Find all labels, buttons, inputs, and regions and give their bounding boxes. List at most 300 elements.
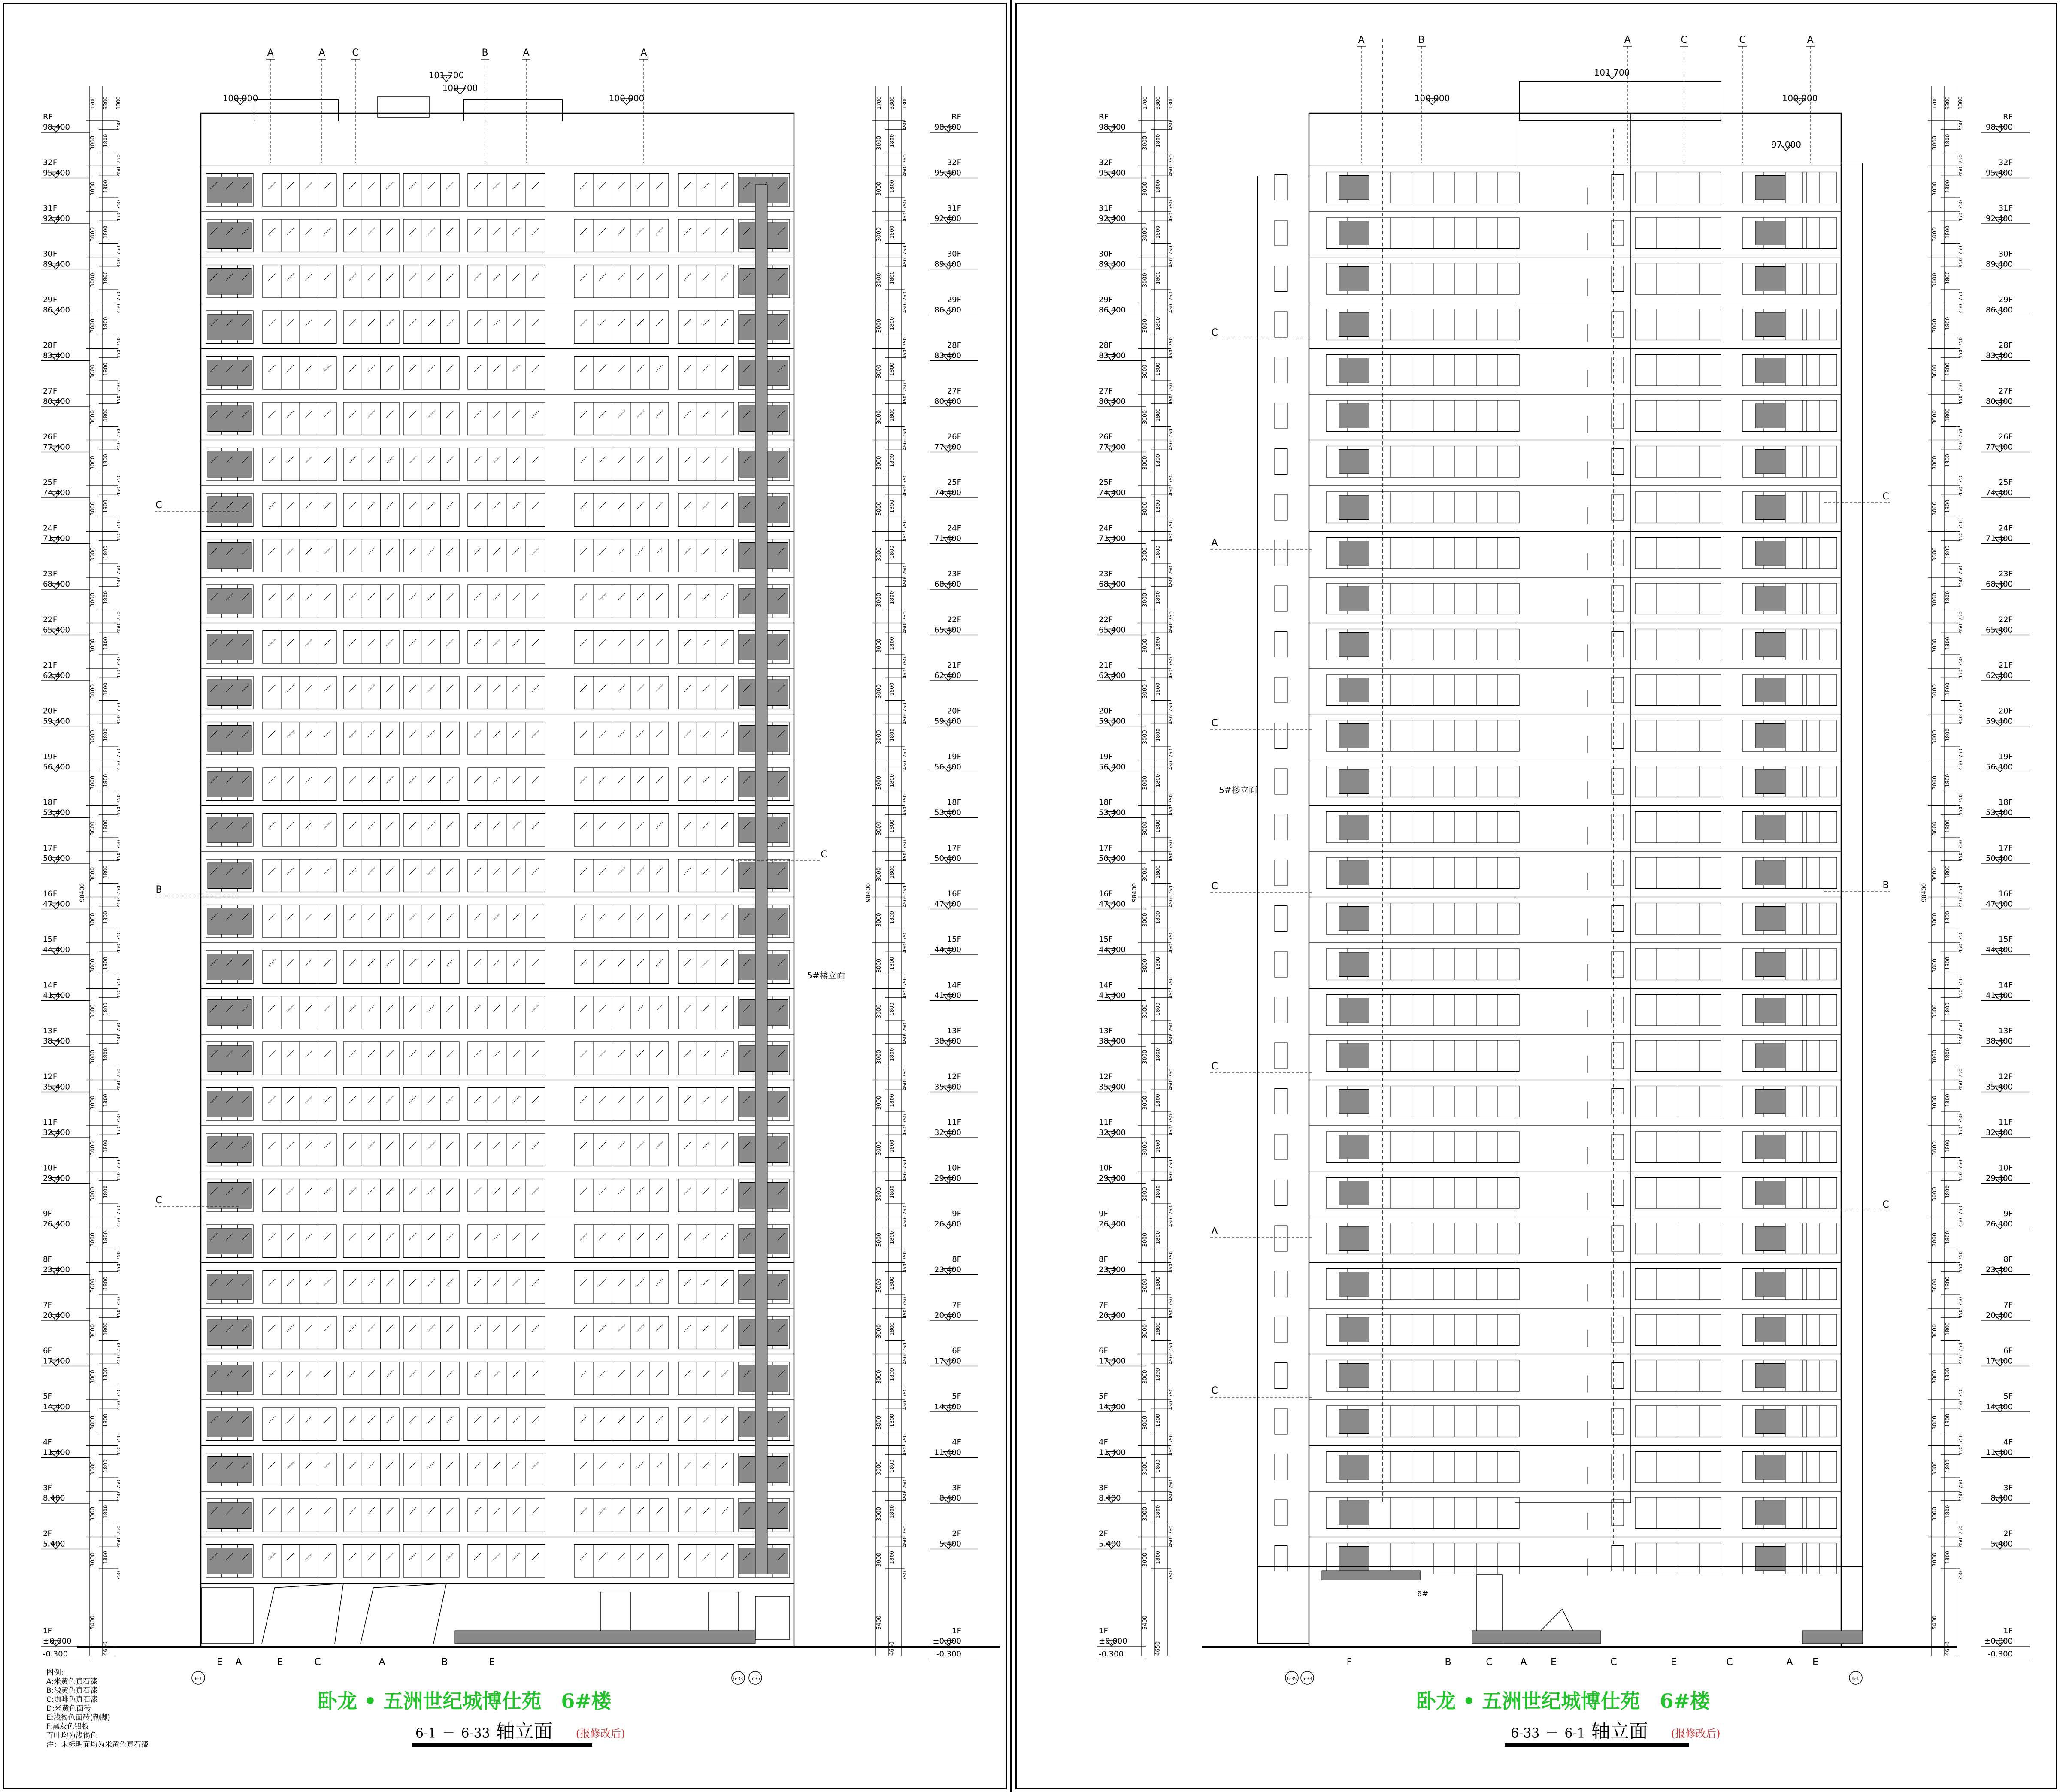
right-bottom-callout: C bbox=[1486, 1657, 1493, 1668]
left-outer-level-elevation: 50.400 bbox=[43, 854, 70, 863]
window-bay bbox=[343, 1362, 399, 1395]
louver-panel bbox=[1755, 1181, 1785, 1205]
right-inner-level-elevation: 65.400 bbox=[1986, 625, 2013, 635]
right-outer-dim-head: 750 bbox=[1168, 1297, 1174, 1306]
left-inner-dim-sill: 1800 bbox=[889, 1048, 895, 1062]
left-inner-dim-gap: 450 bbox=[902, 898, 908, 907]
left-inner-dim-floor: 3000 bbox=[876, 593, 882, 607]
right-outer-dim-sill: 1800 bbox=[1155, 363, 1161, 376]
right-outer-level-name: 1F bbox=[1099, 1626, 1108, 1635]
right-inner-level-name: 20F bbox=[1998, 706, 2013, 716]
left-bottom-callout: B bbox=[441, 1657, 448, 1668]
right-top-callout: C bbox=[1739, 35, 1746, 45]
side-window bbox=[1275, 175, 1288, 200]
louver-panel bbox=[1339, 1272, 1369, 1297]
left-outer-dim-head: 750 bbox=[116, 1297, 121, 1306]
left-inner-level-elevation: 41.400 bbox=[934, 991, 961, 1000]
right-side-callout: A bbox=[1211, 1226, 1218, 1237]
right-outer-dim-floor: 3000 bbox=[1142, 1553, 1148, 1567]
left-outer-level-name: 5F bbox=[43, 1392, 52, 1401]
left-outer-dim-sill: 1800 bbox=[103, 363, 109, 376]
side-window bbox=[1612, 312, 1624, 337]
right-bottom-callout: C bbox=[1610, 1657, 1617, 1668]
right-outer-dim-floor: 3000 bbox=[1142, 639, 1148, 653]
right-outer-dim-gap: 450 bbox=[1168, 715, 1174, 724]
left-inner-level-name: 22F bbox=[947, 615, 961, 624]
vertical-louver-strip bbox=[755, 185, 767, 1574]
right-outer-dim-gap: 450 bbox=[1168, 1401, 1174, 1410]
left-outer-level-elevation: 74.400 bbox=[43, 488, 70, 497]
side-window bbox=[1275, 220, 1288, 246]
side-window bbox=[1275, 1363, 1288, 1389]
base-stone-band bbox=[1472, 1631, 1601, 1644]
window-bay bbox=[1412, 812, 1519, 843]
left-outer-dim-sill: 1800 bbox=[103, 134, 109, 148]
left-inner-level-name: 13F bbox=[947, 1026, 961, 1035]
right-inner-dim-floor: 3000 bbox=[1932, 1141, 1938, 1156]
side-window bbox=[1275, 540, 1288, 566]
left-outer-dim-gap: 450 bbox=[116, 624, 121, 633]
window-bay bbox=[678, 905, 734, 938]
right-inner-level-name: 18F bbox=[1998, 798, 2013, 807]
louver-panel bbox=[208, 1000, 251, 1026]
right-outer-dim-sill: 1800 bbox=[1155, 1505, 1161, 1519]
left-outer-dim-gap: 450 bbox=[116, 669, 121, 679]
louver-panel bbox=[208, 1274, 251, 1300]
louver-panel bbox=[1755, 1501, 1785, 1525]
right-inner-dim-gap: 450 bbox=[1958, 898, 1963, 907]
side-window bbox=[1275, 677, 1288, 703]
left-inner-dimension-chain bbox=[865, 86, 908, 1656]
window-bay bbox=[574, 448, 669, 481]
left-outer-dim-head: 750 bbox=[116, 337, 121, 347]
left-outer-level-name: 18F bbox=[43, 798, 58, 807]
louver-panel bbox=[208, 497, 251, 523]
side-window bbox=[1275, 449, 1288, 475]
window-bay bbox=[678, 402, 734, 435]
left-inner-dim-gap: 450 bbox=[902, 166, 908, 176]
right-outer-dim-sill: 1800 bbox=[1155, 545, 1161, 559]
left-inner-level-name: 14F bbox=[947, 981, 961, 990]
window-bay bbox=[1412, 1360, 1519, 1392]
left-inner-level-name: 17F bbox=[947, 844, 961, 853]
right-outer-dim-head: 750 bbox=[1168, 1343, 1174, 1352]
right-outer-level-elevation: 8.400 bbox=[1099, 1494, 1121, 1503]
right-outer-level-name: 29F bbox=[1099, 295, 1113, 304]
louver-panel bbox=[1339, 221, 1369, 245]
left-inner-level-elevation: 11.400 bbox=[934, 1448, 961, 1457]
window-bay bbox=[343, 814, 399, 847]
left-inner-dim-sill: 1800 bbox=[889, 1231, 895, 1244]
right-inner-dim-head: 750 bbox=[1958, 977, 1963, 987]
right-outer-dim-sill: 1800 bbox=[1155, 271, 1161, 285]
left-outer-dim-head: 750 bbox=[116, 1388, 121, 1398]
left-building-elevation bbox=[77, 48, 1000, 1684]
right-inner-dim-sill: 1800 bbox=[1945, 225, 1951, 239]
left-outer-dim-sill: 1800 bbox=[103, 1368, 109, 1381]
window-bay bbox=[678, 448, 734, 481]
left-outer-level-name: 6F bbox=[43, 1346, 52, 1356]
left-outer-dim-head: 750 bbox=[116, 703, 121, 712]
left-outer-dim-top-c: 3300 bbox=[103, 96, 109, 110]
left-inner-level-elevation: 77.400 bbox=[934, 442, 961, 452]
right-outer-dim-gap: 450 bbox=[1168, 1309, 1174, 1319]
window-bay bbox=[403, 311, 459, 344]
right-inner-dim-head: 750 bbox=[1958, 154, 1963, 164]
left-inner-level-elevation: 44.400 bbox=[934, 945, 961, 954]
window-bay bbox=[403, 814, 459, 847]
right-axis-bubble-label: 6-1 bbox=[1852, 1677, 1860, 1681]
left-inner-level-name: 21F bbox=[947, 661, 961, 670]
left-outer-level-elevation: 80.400 bbox=[43, 397, 70, 406]
left-outer-dim-gap: 450 bbox=[116, 304, 121, 313]
left-outer-dim-floor: 3000 bbox=[90, 1096, 96, 1110]
right-inner-dim-floor: 3000 bbox=[1932, 1096, 1938, 1110]
left-outer-dim-sill: 1800 bbox=[103, 225, 109, 239]
right-outer-dim-head: 750 bbox=[1168, 154, 1174, 164]
left-inner-level-name: 10F bbox=[947, 1163, 961, 1173]
window-bay bbox=[574, 585, 669, 618]
left-outer-dim-sill: 1800 bbox=[103, 545, 109, 559]
right-side-callout: C bbox=[1211, 1061, 1218, 1072]
left-inner-level-name: 11F bbox=[947, 1118, 961, 1127]
side-window bbox=[1275, 1500, 1288, 1526]
right-outer-level-name: 4F bbox=[1099, 1438, 1108, 1447]
right-side-callout: B bbox=[1882, 880, 1889, 891]
right-inner-ground-elevation: -0.300 bbox=[1987, 1650, 2013, 1659]
right-outer-level-name: 3F bbox=[1099, 1483, 1108, 1492]
left-outer-dim-sill: 1800 bbox=[103, 820, 109, 833]
right-outer-dim-floor: 3000 bbox=[1142, 501, 1148, 516]
right-outer-dim-gap: 450 bbox=[1168, 989, 1174, 999]
right-inner-dim-head: 750 bbox=[1958, 794, 1963, 804]
left-outer-dim-floor: 3000 bbox=[90, 136, 96, 150]
right-inner-level-name: 26F bbox=[1998, 432, 2013, 442]
left-inner-level-elevation: 59.400 bbox=[934, 717, 961, 726]
left-inner-level-name: 7F bbox=[952, 1301, 961, 1310]
right-inner-dim-floor: 3000 bbox=[1932, 958, 1938, 973]
left-inner-dim-gap: 450 bbox=[902, 1355, 908, 1364]
left-axis-bubble-label: 6-33 bbox=[733, 1677, 743, 1681]
left-inner-dim-sill: 1800 bbox=[889, 1002, 895, 1016]
right-inner-dim-gap: 450 bbox=[1958, 715, 1963, 724]
legend-item: A:米黄色真石漆 bbox=[46, 1677, 98, 1686]
right-inner-dim-gap: 450 bbox=[1958, 944, 1963, 953]
right-outer-dimension-chain bbox=[1131, 86, 1174, 1656]
right-inner-dim-gap: 450 bbox=[1958, 1492, 1963, 1501]
right-outer-dim-floor: 3000 bbox=[1142, 318, 1148, 333]
right-inner-dim-floor: 3000 bbox=[1932, 867, 1938, 881]
window-bay bbox=[343, 768, 399, 801]
right-inner-level-name: 8F bbox=[2003, 1255, 2013, 1264]
right-inner-level-elevation: 50.400 bbox=[1986, 854, 2013, 863]
side-window bbox=[1275, 403, 1288, 429]
right-outer-ground-elevation: -0.300 bbox=[1099, 1650, 1124, 1659]
left-inner-dim-sill: 1800 bbox=[889, 591, 895, 605]
left-outer-level-name: 23F bbox=[43, 569, 58, 578]
right-outer-dim-head: 750 bbox=[1168, 1388, 1174, 1398]
window-bay bbox=[403, 448, 459, 481]
louver-panel bbox=[1755, 769, 1785, 794]
left-outer-dim-floor: 3000 bbox=[90, 913, 96, 927]
right-outer-dim-head: 750 bbox=[1168, 794, 1174, 804]
window-bay bbox=[1412, 538, 1519, 569]
right-outer-dim-gap: 450 bbox=[1168, 669, 1174, 679]
left-outer-level-elevation: 77.400 bbox=[43, 442, 70, 452]
left-outer-dim-sill: 1800 bbox=[103, 180, 109, 193]
left-outer-dim-gap: 450 bbox=[116, 1263, 121, 1273]
left-inner-level-name: 18F bbox=[947, 798, 961, 807]
right-inner-dim-sill: 1800 bbox=[1945, 774, 1951, 787]
right-inner-level-elevation: 62.400 bbox=[1986, 671, 2013, 680]
left-roof-elevation: 100.000 bbox=[222, 93, 258, 103]
left-inner-dim-head: 750 bbox=[902, 337, 908, 347]
left-inner-dim-gap: 450 bbox=[902, 121, 908, 130]
left-outer-dim-sill: 1800 bbox=[103, 637, 109, 650]
right-outer-dim-top-b: 1300 bbox=[1168, 96, 1174, 110]
right-inner-dim-sill: 1800 bbox=[1945, 363, 1951, 376]
left-outer-dim-gap: 450 bbox=[116, 898, 121, 907]
side-window bbox=[1612, 769, 1624, 794]
window-bay bbox=[343, 1316, 399, 1349]
right-outer-level-elevation: 29.400 bbox=[1099, 1174, 1126, 1183]
window-bay bbox=[574, 174, 669, 207]
right-outer-dim-head: 750 bbox=[1168, 703, 1174, 712]
right-inner-dim-sill: 1800 bbox=[1945, 1185, 1951, 1199]
left-bottom-callout: C bbox=[314, 1657, 321, 1668]
left-outer-level-elevation: 29.400 bbox=[43, 1174, 70, 1183]
side-window bbox=[1275, 1180, 1288, 1206]
window-bay bbox=[343, 265, 399, 298]
left-outer-dim-gap: 450 bbox=[116, 212, 121, 222]
podium-ramp bbox=[360, 1583, 446, 1644]
right-outer-dim-sill: 1800 bbox=[1155, 499, 1161, 513]
louver-panel bbox=[1339, 724, 1369, 748]
window-bay bbox=[1412, 446, 1519, 478]
right-outer-level-name: 27F bbox=[1099, 387, 1113, 396]
right-outer-level-name: 19F bbox=[1099, 752, 1113, 761]
side-window bbox=[1612, 1134, 1624, 1160]
left-outer-dim-gap: 450 bbox=[116, 1309, 121, 1319]
window-bay bbox=[403, 768, 459, 801]
window-bay bbox=[343, 1545, 399, 1578]
left-inner-level-elevation: 89.400 bbox=[934, 260, 961, 269]
right-inner-dim-gap: 450 bbox=[1958, 532, 1963, 542]
left-outer-dim-head: 750 bbox=[116, 886, 121, 895]
right-inner-level-elevation: 29.400 bbox=[1986, 1174, 2013, 1183]
right-outer-dim-gap: 450 bbox=[1168, 624, 1174, 633]
right-inner-level-elevation: 26.400 bbox=[1986, 1220, 2013, 1229]
right-outer-level-elevation: 59.400 bbox=[1099, 717, 1126, 726]
left-inner-dim-floor: 3000 bbox=[876, 547, 882, 562]
left-inner-dim-head: 750 bbox=[902, 748, 908, 758]
louver-panel bbox=[1755, 1318, 1785, 1342]
left-outer-level-name: 31F bbox=[43, 204, 58, 213]
right-inner-dim-top-a: 1700 bbox=[1932, 96, 1938, 110]
right-inner-level-name: 17F bbox=[1998, 844, 2013, 853]
window-bay bbox=[678, 859, 734, 892]
side-window bbox=[1612, 586, 1624, 611]
left-outer-dim-sill: 1800 bbox=[103, 911, 109, 924]
right-inner-dim-sill: 1800 bbox=[1945, 1094, 1951, 1107]
window-bay bbox=[574, 768, 669, 801]
left-outer-dim-head: 750 bbox=[116, 1343, 121, 1352]
window-bay bbox=[678, 1225, 734, 1258]
louver-panel bbox=[1339, 541, 1369, 566]
left-outer-level-name: 1F bbox=[43, 1626, 52, 1635]
left-outer-ground-elevation: -0.300 bbox=[43, 1650, 68, 1659]
left-inner-dim-floor: 3000 bbox=[876, 821, 882, 836]
left-outer-level-elevation: 95.400 bbox=[43, 168, 70, 178]
left-top-callout: C bbox=[352, 48, 359, 58]
left-inner-level-elevation: ±0.000 bbox=[933, 1637, 961, 1646]
left-inner-dim-head: 750 bbox=[902, 1160, 908, 1169]
louver-panel bbox=[1339, 404, 1369, 428]
left-inner-level-elevation: 83.400 bbox=[934, 351, 961, 360]
left-outer-dim-head: 750 bbox=[116, 840, 121, 849]
right-inner-level-elevation: 95.400 bbox=[1986, 168, 2013, 178]
right-inner-level-elevation: 23.400 bbox=[1986, 1265, 2013, 1274]
left-inner-level-name: 25F bbox=[947, 478, 961, 487]
louver-panel bbox=[208, 223, 251, 249]
left-outer-dim-floor: 3000 bbox=[90, 730, 96, 745]
left-top-callout: A bbox=[267, 48, 274, 58]
side-window bbox=[1612, 403, 1624, 429]
right-inner-dim-head: 750 bbox=[1958, 520, 1963, 530]
side-window bbox=[1612, 1317, 1624, 1343]
right-title-underline bbox=[1505, 1743, 1689, 1747]
right-inner-level-name: 9F bbox=[2003, 1209, 2013, 1218]
legend-title: 图例: bbox=[46, 1668, 64, 1677]
window-bay bbox=[1412, 629, 1519, 660]
left-inner-dim-head: 750 bbox=[902, 1251, 908, 1261]
right-inner-dim-sill: 1800 bbox=[1945, 1414, 1951, 1427]
right-outer-dim-head: 750 bbox=[1168, 474, 1174, 484]
left-outer-dim-head: 750 bbox=[116, 1069, 121, 1078]
right-outer-dim-sill: 1800 bbox=[1155, 180, 1161, 193]
louver-panel bbox=[1755, 678, 1785, 702]
right-outer-level-name: 13F bbox=[1099, 1026, 1113, 1035]
window-bay bbox=[574, 1225, 669, 1258]
left-bottom-callout: E bbox=[489, 1657, 495, 1668]
right-inner-dim-top-b: 1300 bbox=[1957, 96, 1963, 110]
right-side-callout: C bbox=[1211, 327, 1218, 338]
left-outer-dim-sill: 1800 bbox=[103, 1139, 109, 1153]
side-window bbox=[1275, 1454, 1288, 1480]
left-inner-dim-head: 750 bbox=[902, 1526, 908, 1535]
left-inner-dim-floor: 3000 bbox=[876, 867, 882, 881]
window-bay bbox=[678, 357, 734, 390]
window-bay bbox=[574, 539, 669, 572]
right-outer-dim-sill: 1800 bbox=[1155, 225, 1161, 239]
left-inner-dim-floor: 3000 bbox=[876, 730, 882, 745]
base-stone-band bbox=[455, 1631, 755, 1644]
right-outer-level-name: 2F bbox=[1099, 1529, 1108, 1538]
right-inner-dim-base: 4650 bbox=[1945, 1641, 1951, 1656]
left-inner-level-name: RF bbox=[951, 112, 961, 121]
right-outer-level-elevation: 86.400 bbox=[1099, 306, 1126, 315]
right-inner-dim-floor: 3000 bbox=[1932, 364, 1938, 379]
left-inner-dim-gap: 450 bbox=[902, 1309, 908, 1319]
left-inner-dim-gap: 450 bbox=[902, 349, 908, 359]
right-inner-dim-gap: 450 bbox=[1958, 258, 1963, 267]
louver-panel bbox=[1339, 815, 1369, 840]
left-outer-dim-top-a: 1700 bbox=[90, 96, 96, 110]
right-outer-dim-head: 750 bbox=[1168, 1480, 1174, 1489]
right-roof-elevation: 100.000 bbox=[1414, 93, 1450, 103]
window-bay bbox=[343, 1453, 399, 1486]
left-outer-level-name: 25F bbox=[43, 478, 58, 487]
right-outer-level-elevation: 95.400 bbox=[1099, 168, 1126, 178]
left-outer-dim-gap: 450 bbox=[116, 944, 121, 953]
left-outer-dim-floor: 3000 bbox=[90, 547, 96, 562]
right-inner-level-name: RF bbox=[2003, 112, 2013, 121]
right-outer-dim-total: 98400 bbox=[1131, 883, 1138, 902]
louver-panel bbox=[208, 1548, 251, 1574]
right-outer-dim-head: 750 bbox=[1168, 977, 1174, 987]
left-inner-dim-gap: 450 bbox=[902, 806, 908, 816]
side-window bbox=[1612, 540, 1624, 566]
side-window bbox=[1275, 1089, 1288, 1114]
right-side-wing bbox=[1257, 176, 1309, 1644]
left-inner-dim-gap: 450 bbox=[902, 761, 908, 770]
right-inner-dim-head: 750 bbox=[1958, 200, 1963, 209]
right-bottom-callout: E bbox=[1812, 1657, 1818, 1668]
right-top-callout: C bbox=[1681, 35, 1687, 45]
left-inner-dim-head: 750 bbox=[902, 1114, 908, 1123]
left-outer-dim-sill: 1800 bbox=[103, 1459, 109, 1473]
side-window bbox=[1612, 357, 1624, 383]
side-window bbox=[1612, 860, 1624, 886]
left-outer-level-name: 24F bbox=[43, 524, 58, 533]
window-bay bbox=[1412, 1543, 1519, 1574]
right-inner-level-name: 11F bbox=[1998, 1118, 2013, 1127]
left-outer-dim-floor: 3000 bbox=[90, 1187, 96, 1202]
left-outer-dim-sill: 1800 bbox=[103, 317, 109, 330]
window-bay bbox=[678, 814, 734, 847]
left-outer-level-name: 19F bbox=[43, 752, 58, 761]
right-inner-dim-floor: 3000 bbox=[1932, 1461, 1938, 1476]
left-inner-dim-sill: 1800 bbox=[889, 363, 895, 376]
window-bay bbox=[1412, 1406, 1519, 1437]
right-outer-dim-sill: 1800 bbox=[1155, 774, 1161, 787]
right-inner-dim-gap: 450 bbox=[1958, 989, 1963, 999]
left-outer-dim-head: 750 bbox=[116, 1205, 121, 1215]
side-window bbox=[1612, 1500, 1624, 1526]
window-bay bbox=[343, 1271, 399, 1304]
right-outer-level-elevation: 71.400 bbox=[1099, 534, 1126, 543]
window-bay bbox=[678, 1133, 734, 1166]
window-bay bbox=[403, 1499, 459, 1532]
right-outer-dim-sill: 1800 bbox=[1155, 1139, 1161, 1153]
right-inner-dim-sill: 1800 bbox=[1945, 271, 1951, 285]
right-inner-level-elevation: 32.400 bbox=[1986, 1128, 2013, 1137]
left-outer-level-name: 12F bbox=[43, 1072, 58, 1081]
right-roof-elevation: 100.000 bbox=[1782, 93, 1818, 103]
legend-item: B:浅黄色真石漆 bbox=[46, 1686, 98, 1695]
right-inner-dim-sill: 1800 bbox=[1945, 1277, 1951, 1290]
right-inner-level-elevation: ±0.000 bbox=[1984, 1637, 2013, 1646]
left-outer-dim-head: 750 bbox=[116, 246, 121, 255]
left-inner-level-name: 1F bbox=[952, 1626, 961, 1635]
right-outer-dim-floor: 3000 bbox=[1142, 1050, 1148, 1064]
window-bay bbox=[1412, 1497, 1519, 1529]
window-bay bbox=[403, 402, 459, 435]
right-outer-dim-head: 750 bbox=[1168, 1526, 1174, 1535]
left-outer-dim-head: 750 bbox=[116, 748, 121, 758]
window-bay bbox=[1412, 1040, 1519, 1072]
right-inner-level-name: 13F bbox=[1998, 1026, 2013, 1035]
